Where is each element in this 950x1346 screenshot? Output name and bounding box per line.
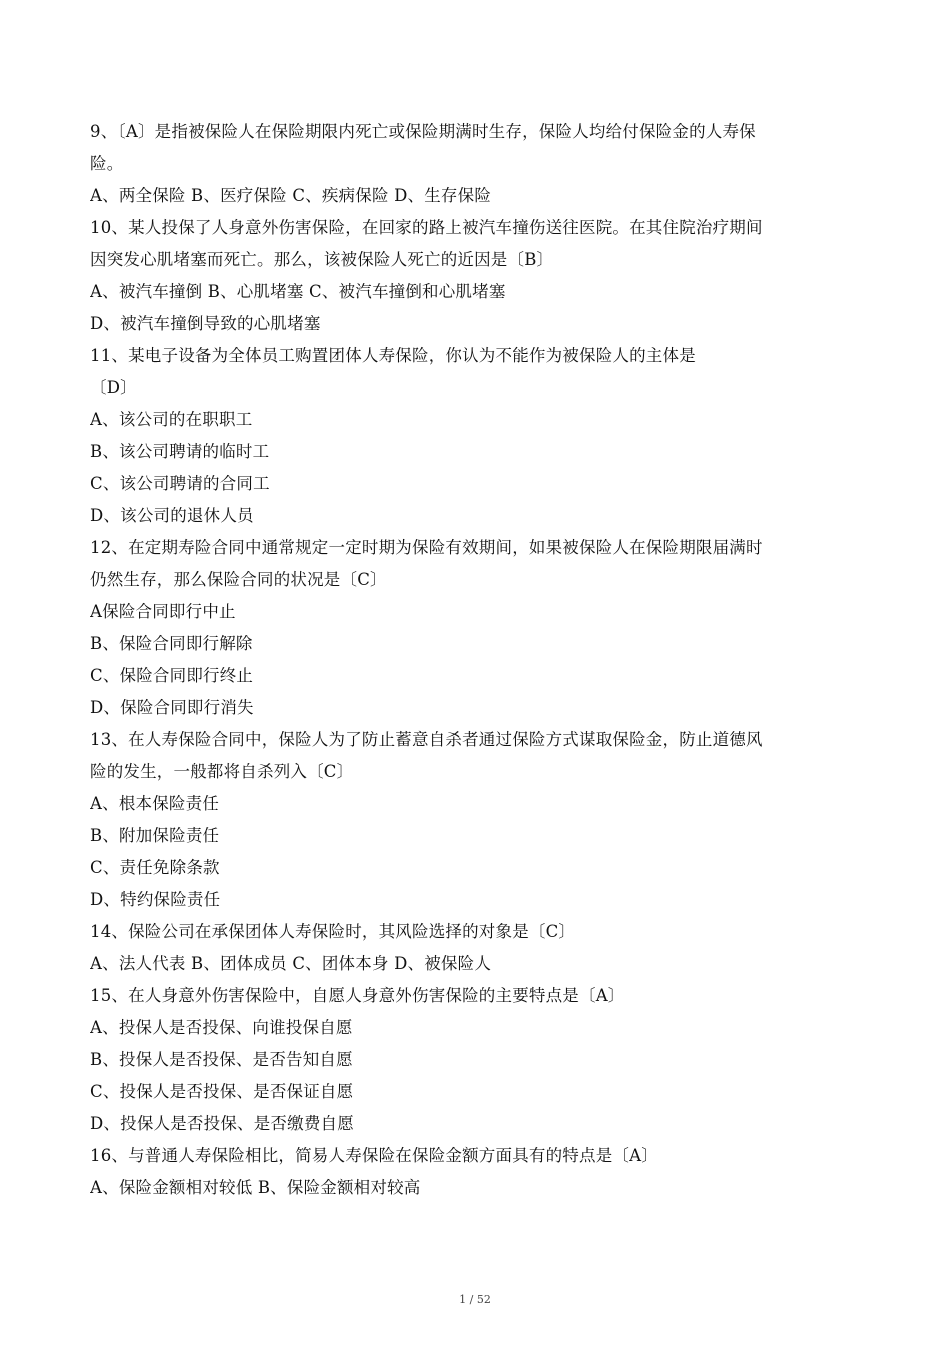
text-line: A保险合同即行中止 xyxy=(90,602,236,621)
text-line: B、附加保险责任 xyxy=(90,826,220,845)
text-line: 因突发心肌堵塞而死亡。那么，该被保险人死亡的近因是〔B〕 xyxy=(90,250,554,269)
text-line: 11、某电子设备为全体员工购置团体人寿保险，你认为不能作为被保险人的主体是 xyxy=(90,346,696,365)
text-line: 〔D〕 xyxy=(90,378,137,397)
text-line: C、责任免除条款 xyxy=(90,858,220,877)
text-line: A、保险金额相对较低 B、保险金额相对较高 xyxy=(90,1178,421,1197)
text-line: A、该公司的在职职工 xyxy=(90,410,253,429)
text-line: 13、在人寿保险合同中，保险人为了防止蓄意自杀者通过保险方式谋取保险金，防止道德风 xyxy=(90,730,763,749)
text-line: C、投保人是否投保、是否保证自愿 xyxy=(90,1082,354,1101)
text-line: A、被汽车撞倒 B、心肌堵塞 C、被汽车撞倒和心肌堵塞 xyxy=(90,282,506,301)
text-line: 仍然生存，那么保险合同的状况是〔C〕 xyxy=(90,570,387,589)
text-line: 9、〔A〕是指被保险人在保险期限内死亡或保险期满时生存，保险人均给付保险金的人寿保 xyxy=(90,122,756,141)
text-line: C、保险合同即行终止 xyxy=(90,666,254,685)
text-line: D、投保人是否投保、是否缴费自愿 xyxy=(90,1114,354,1133)
text-line: D、保险合同即行消失 xyxy=(90,698,254,717)
text-line: B、该公司聘请的临时工 xyxy=(90,442,270,461)
text-line: 12、在定期寿险合同中通常规定一定时期为保险有效期间，如果被保险人在保险期限届满时 xyxy=(90,538,763,557)
text-line: A、两全保险 B、医疗保险 C、疾病保险 D、生存保险 xyxy=(90,186,492,205)
text-line: B、投保人是否投保、是否告知自愿 xyxy=(90,1050,353,1069)
text-line: 10、某人投保了人身意外伤害保险，在回家的路上被汽车撞伤送往医院。在其住院治疗期间 xyxy=(90,218,763,237)
text-line: 险。 xyxy=(90,154,124,173)
text-line: 14、保险公司在承保团体人寿保险时，其风险选择的对象是〔C〕 xyxy=(90,922,576,941)
text-line: 16、与普通人寿保险相比，简易人寿保险在保险金额方面具有的特点是〔A〕 xyxy=(90,1146,658,1165)
text-line: A、投保人是否投保、向谁投保自愿 xyxy=(90,1018,353,1037)
document-body xyxy=(90,116,810,1204)
text-line: C、该公司聘请的合同工 xyxy=(90,474,270,493)
text-line: A、根本保险责任 xyxy=(90,794,220,813)
text-line: D、被汽车撞倒导致的心肌堵塞 xyxy=(90,314,321,333)
page-number: 1 / 52 xyxy=(459,1293,491,1306)
text-line: A、法人代表 B、团体成员 C、团体本身 D、被保险人 xyxy=(90,954,492,973)
text-line: B、保险合同即行解除 xyxy=(90,634,253,653)
text-line: 险的发生，一般都将自杀列入〔C〕 xyxy=(90,762,354,781)
text-line: 15、在人身意外伤害保险中，自愿人身意外伤害保险的主要特点是〔A〕 xyxy=(90,986,625,1005)
text-line: D、特约保险责任 xyxy=(90,890,221,909)
text-line: D、该公司的退休人员 xyxy=(90,506,254,525)
